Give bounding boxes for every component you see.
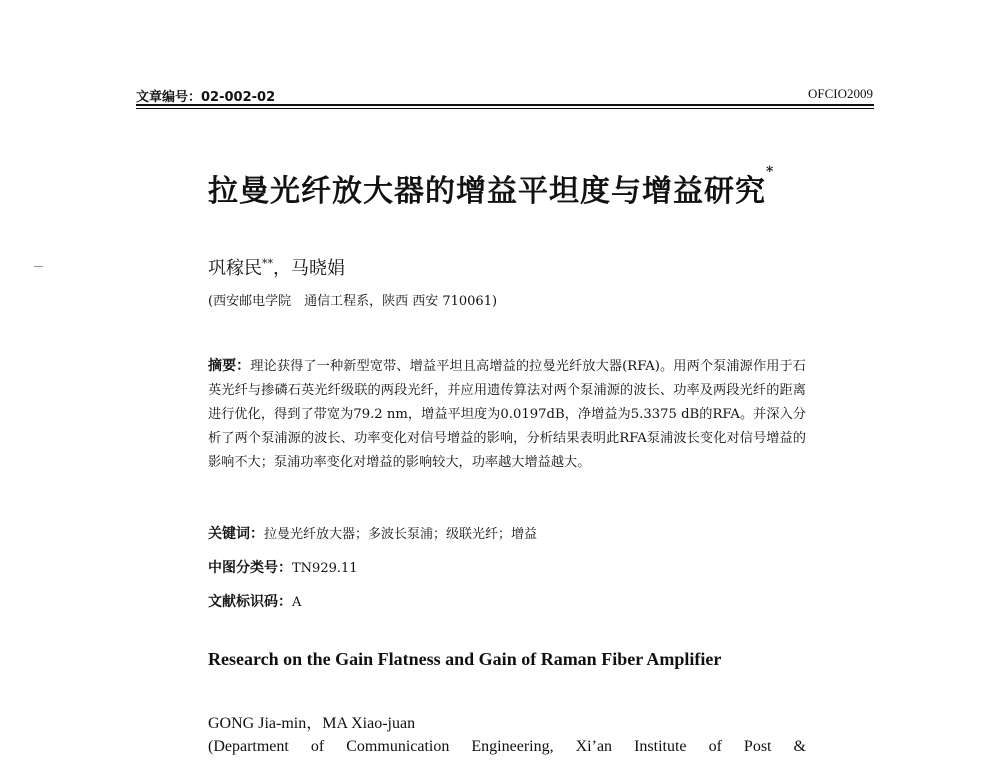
document-code-label: 文献标识码： xyxy=(208,594,292,610)
affil-word: of xyxy=(310,738,325,755)
affil-word: Post xyxy=(743,738,772,755)
abstract xyxy=(208,354,806,475)
conference-code: OFCIO2009 xyxy=(807,86,873,101)
abstract-label: 摘要： xyxy=(208,358,251,374)
affil-word: Communication xyxy=(346,738,450,755)
author-name-1: 巩稼民 xyxy=(208,258,262,279)
author-name-2: ，马晓娟 xyxy=(273,258,345,279)
classification-text: TN929.11 xyxy=(292,561,358,576)
margin-mark xyxy=(34,266,43,267)
classification-row xyxy=(208,557,358,577)
affil-word: (Department xyxy=(208,738,289,755)
header-rule-thin xyxy=(136,108,874,109)
paper-title-text: 拉曼光纤放大器的增益平坦度与增益研究 xyxy=(208,174,766,209)
document-code-row xyxy=(208,591,301,611)
affiliation: (西安邮电学院 通信工程系，陕西 西安 710061) xyxy=(208,294,498,309)
header-rule xyxy=(136,104,874,106)
affil-word: Engineering, xyxy=(471,738,554,755)
article-number: 文章编号：02-002-02 xyxy=(136,90,276,105)
classification-label: 中图分类号： xyxy=(208,560,292,576)
keywords-text: 拉曼光纤放大器；多波长泵浦；级联光纤；增益 xyxy=(264,527,538,542)
author-footnote-mark: ** xyxy=(262,257,273,270)
affil-word: of xyxy=(708,738,722,755)
affil-word: & xyxy=(793,738,806,755)
title-footnote-mark: * xyxy=(766,164,775,180)
english-affiliation xyxy=(208,738,806,756)
english-title: Research on the Gain Flatness and Gain of Raman Fiber Amplifier xyxy=(208,649,722,669)
keywords-label: 关键词： xyxy=(208,526,264,542)
author-line xyxy=(208,254,345,280)
affil-word: Xi’an xyxy=(575,738,613,755)
abstract-text: 理论获得了一种新型宽带、增益平坦且高增益的拉曼光纤放大器(RFA)。用两个泵浦源作用于石英光纤与掺磷石英光纤级联的两段光纤，并应用遗传算法对两个泵浦源的波长、功率及两段光纤的距离进行优化，得到了带宽为79.2 nm，增益平坦度为0.0197dB，净增益为5.3375 dB的RFA。并深入分析了两个泵浦源的波长、功率变化对信号增益的影响，分析结果表明此RFA泵浦波长变化对信号增益的影响不大；泵浦功率变化对增益的影响较大，功率越大增益越大。 xyxy=(208,359,806,470)
affil-word: Institute xyxy=(634,738,687,755)
keywords-row xyxy=(208,523,537,543)
document-code-text: A xyxy=(292,595,302,610)
paper-title xyxy=(208,166,774,210)
english-authors: GONG Jia-min，MA Xiao-juan xyxy=(208,715,416,732)
